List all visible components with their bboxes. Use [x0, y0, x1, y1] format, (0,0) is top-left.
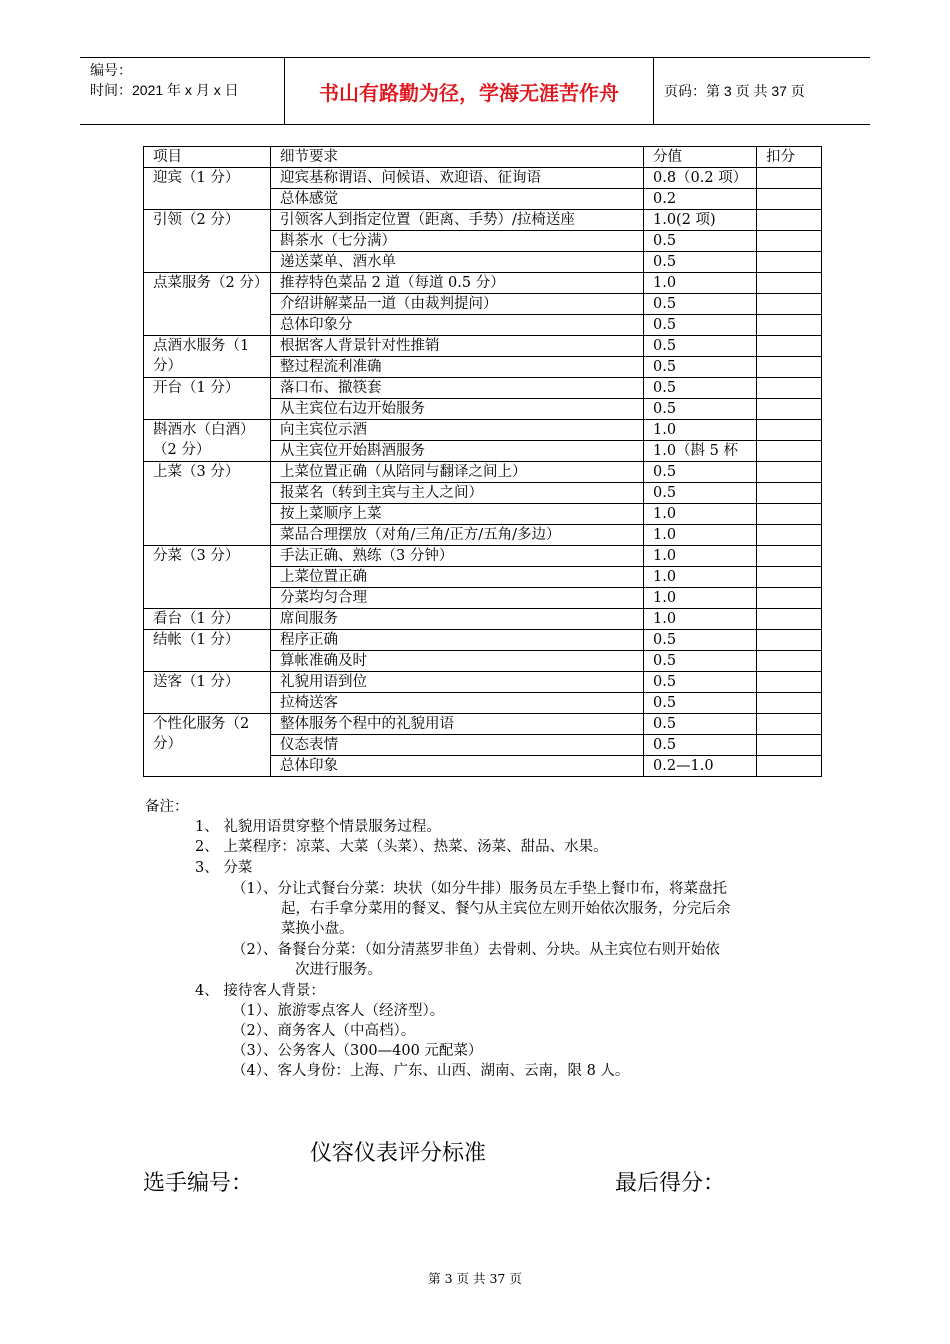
deduction-cell: [757, 420, 822, 441]
header-page-label: 页码：第 3 页 共 37 页: [664, 83, 805, 99]
deduction-cell: [757, 441, 822, 462]
deduction-cell: [757, 588, 822, 609]
table-row: [144, 609, 822, 630]
table-row: [144, 168, 822, 189]
deduction-cell: [757, 546, 822, 567]
deduction-cell: [757, 315, 822, 336]
score-table: [143, 146, 822, 777]
score-cell: 0.5: [644, 651, 757, 672]
table-row: [144, 546, 822, 567]
detail-cell: 推荐特色菜品 2 道（每道 0.5 分）: [271, 273, 644, 294]
score-cell: 0.5: [644, 399, 757, 420]
detail-cell: 席间服务: [271, 609, 644, 630]
deduction-cell: [757, 252, 822, 273]
item-cell: 送客（1 分）: [144, 672, 271, 714]
score-cell: 1.0（斟 5 杯: [644, 441, 757, 462]
detail-cell: 按上菜顺序上菜: [271, 504, 644, 525]
detail-cell: 手法正确、熟练（3 分钟）: [271, 546, 644, 567]
item-cell: 分菜（3 分）: [144, 546, 271, 609]
deduction-cell: [757, 756, 822, 777]
deduction-cell: [757, 399, 822, 420]
section-title: 仪容仪表评分标准: [310, 1141, 487, 1166]
score-cell: 1.0: [644, 546, 757, 567]
deduction-cell: [757, 567, 822, 588]
item-cell: 看台（1 分）: [144, 609, 271, 630]
score-cell: 1.0: [644, 609, 757, 630]
page-footer: 第 3 页 共 37 页: [428, 1271, 522, 1286]
score-cell: 1.0: [644, 525, 757, 546]
item-cell: 开台（1 分）: [144, 378, 271, 420]
note-line: 起，右手拿分菜用的餐叉、餐勺从主宾位左则开始依次服务，分完后余: [281, 901, 731, 917]
score-cell: 1.0: [644, 504, 757, 525]
deduction-cell: [757, 693, 822, 714]
score-cell: 0.5: [644, 735, 757, 756]
header-motto: 书山有路勤为径，学海无涯苦作舟: [284, 58, 654, 124]
detail-cell: 礼貌用语到位: [271, 672, 644, 693]
detail-cell: 整体服务个程中的礼貌用语: [271, 714, 644, 735]
col-header-score: 分值: [644, 147, 757, 168]
deduction-cell: [757, 294, 822, 315]
score-cell: 0.5: [644, 483, 757, 504]
final-score-label: 最后得分：: [615, 1171, 726, 1196]
col-header-deduction: 扣分: [757, 147, 822, 168]
detail-cell: 仪态表情: [271, 735, 644, 756]
deduction-cell: [757, 609, 822, 630]
deduction-cell: [757, 504, 822, 525]
table-row: [144, 273, 822, 294]
score-cell: 1.0(2 项): [644, 210, 757, 231]
detail-cell: 上菜位置正确: [271, 567, 644, 588]
deduction-cell: [757, 483, 822, 504]
deduction-cell: [757, 210, 822, 231]
note-line: 3、 分菜: [195, 860, 253, 876]
item-cell: 结帐（1 分）: [144, 630, 271, 672]
item-cell: 上菜（3 分）: [144, 462, 271, 546]
detail-cell: 落口布、撤筷套: [271, 378, 644, 399]
table-row: [144, 336, 822, 357]
note-line: （1）、旅游零点客人（经济型）。: [232, 1003, 445, 1019]
deduction-cell: [757, 630, 822, 651]
page-header: [80, 57, 870, 125]
detail-cell: 算帐准确及时: [271, 651, 644, 672]
score-cell: 1.0: [644, 588, 757, 609]
detail-cell: 上菜位置正确（从陪同与翻译之间上）: [271, 462, 644, 483]
note-line: （2）、商务客人（中高档）。: [232, 1023, 416, 1039]
table-row: [144, 630, 822, 651]
table-row: [144, 378, 822, 399]
detail-cell: 从主宾位右边开始服务: [271, 399, 644, 420]
table-row: [144, 714, 822, 735]
deduction-cell: [757, 357, 822, 378]
detail-cell: 从主宾位开始斟酒服务: [271, 441, 644, 462]
header-meta: [80, 58, 284, 124]
deduction-cell: [757, 525, 822, 546]
detail-cell: 递送菜单、酒水单: [271, 252, 644, 273]
score-cell: 0.5: [644, 714, 757, 735]
notes-title: 备注：: [145, 799, 189, 815]
score-cell: 0.2—1.0: [644, 756, 757, 777]
item-cell: 点菜服务（2 分）: [144, 273, 271, 336]
score-cell: 0.5: [644, 252, 757, 273]
score-cell: 1.0: [644, 273, 757, 294]
detail-cell: 根据客人背景针对性推销: [271, 336, 644, 357]
contestant-number-label: 选手编号：: [143, 1171, 254, 1196]
score-cell: 1.0: [644, 420, 757, 441]
deduction-cell: [757, 714, 822, 735]
detail-cell: 拉椅送客: [271, 693, 644, 714]
detail-cell: 总体印象: [271, 756, 644, 777]
deduction-cell: [757, 462, 822, 483]
score-cell: 0.8（0.2 项）: [644, 168, 757, 189]
item-cell: 个性化服务（2 分）: [144, 714, 271, 777]
note-line: （2）、备餐台分菜：（如分清蒸罗非鱼）去骨刺、分块。从主宾位右则开始依: [232, 942, 720, 958]
score-cell: 0.5: [644, 462, 757, 483]
note-line: （1）、分让式餐台分菜：块状（如分牛排）服务员左手垫上餐巾布，将菜盘托: [232, 881, 727, 897]
item-cell: 点酒水服务（1 分）: [144, 336, 271, 378]
detail-cell: 报菜名（转到主宾与主人之间）: [271, 483, 644, 504]
deduction-cell: [757, 672, 822, 693]
score-cell: 0.5: [644, 231, 757, 252]
deduction-cell: [757, 336, 822, 357]
detail-cell: 总体感觉: [271, 189, 644, 210]
note-line: 2、 上菜程序：凉菜、大菜（头菜）、热菜、汤菜、甜品、水果。: [195, 839, 608, 855]
table-row: [144, 210, 822, 231]
score-cell: 0.5: [644, 693, 757, 714]
table-row: [144, 672, 822, 693]
table-header-row: [144, 147, 822, 168]
detail-cell: 总体印象分: [271, 315, 644, 336]
score-cell: 0.5: [644, 672, 757, 693]
detail-cell: 斟茶水（七分满）: [271, 231, 644, 252]
score-cell: 0.2: [644, 189, 757, 210]
col-header-detail: 细节要求: [271, 147, 644, 168]
score-table-body: [144, 147, 822, 777]
score-cell: 0.5: [644, 336, 757, 357]
score-cell: 0.5: [644, 630, 757, 651]
note-line: （4）、客人身份：上海、广东、山西、湖南、云南，限 8 人。: [232, 1063, 630, 1079]
note-line: 4、 接待客人背景：: [195, 983, 325, 999]
deduction-cell: [757, 378, 822, 399]
note-line: （3）、公务客人（300—400 元配菜）: [232, 1043, 483, 1059]
deduction-cell: [757, 189, 822, 210]
detail-cell: 迎宾基称谓语、问候语、欢迎语、征询语: [271, 168, 644, 189]
deduction-cell: [757, 735, 822, 756]
score-cell: 0.5: [644, 357, 757, 378]
time-label: 时间：2021 年 x 月 x 日: [90, 82, 239, 98]
item-cell: 引领（2 分）: [144, 210, 271, 273]
deduction-cell: [757, 273, 822, 294]
detail-cell: 程序正确: [271, 630, 644, 651]
score-cell: 0.5: [644, 294, 757, 315]
table-row: [144, 420, 822, 441]
item-cell: 斟酒水（白酒）（2 分）: [144, 420, 271, 462]
deduction-cell: [757, 231, 822, 252]
detail-cell: 向主宾位示酒: [271, 420, 644, 441]
table-row: [144, 462, 822, 483]
detail-cell: 介绍讲解菜品一道（由裁判提问）: [271, 294, 644, 315]
number-label: 编号：: [90, 62, 132, 78]
item-cell: 迎宾（1 分）: [144, 168, 271, 210]
detail-cell: 菜品合理摆放（对角/三角/正方/五角/多边）: [271, 525, 644, 546]
deduction-cell: [757, 651, 822, 672]
note-line: 菜换小盘。: [281, 921, 354, 937]
note-line: 1、 礼貌用语贯穿整个情景服务过程。: [195, 819, 441, 835]
detail-cell: 引领客人到指定位置（距离、手势）/拉椅送座: [271, 210, 644, 231]
detail-cell: 分菜均匀合理: [271, 588, 644, 609]
score-cell: 1.0: [644, 567, 757, 588]
note-line: 次进行服务。: [295, 962, 382, 978]
deduction-cell: [757, 168, 822, 189]
score-cell: 0.5: [644, 378, 757, 399]
col-header-item: 项目: [144, 147, 271, 168]
detail-cell: 整过程流利准确: [271, 357, 644, 378]
score-cell: 0.5: [644, 315, 757, 336]
